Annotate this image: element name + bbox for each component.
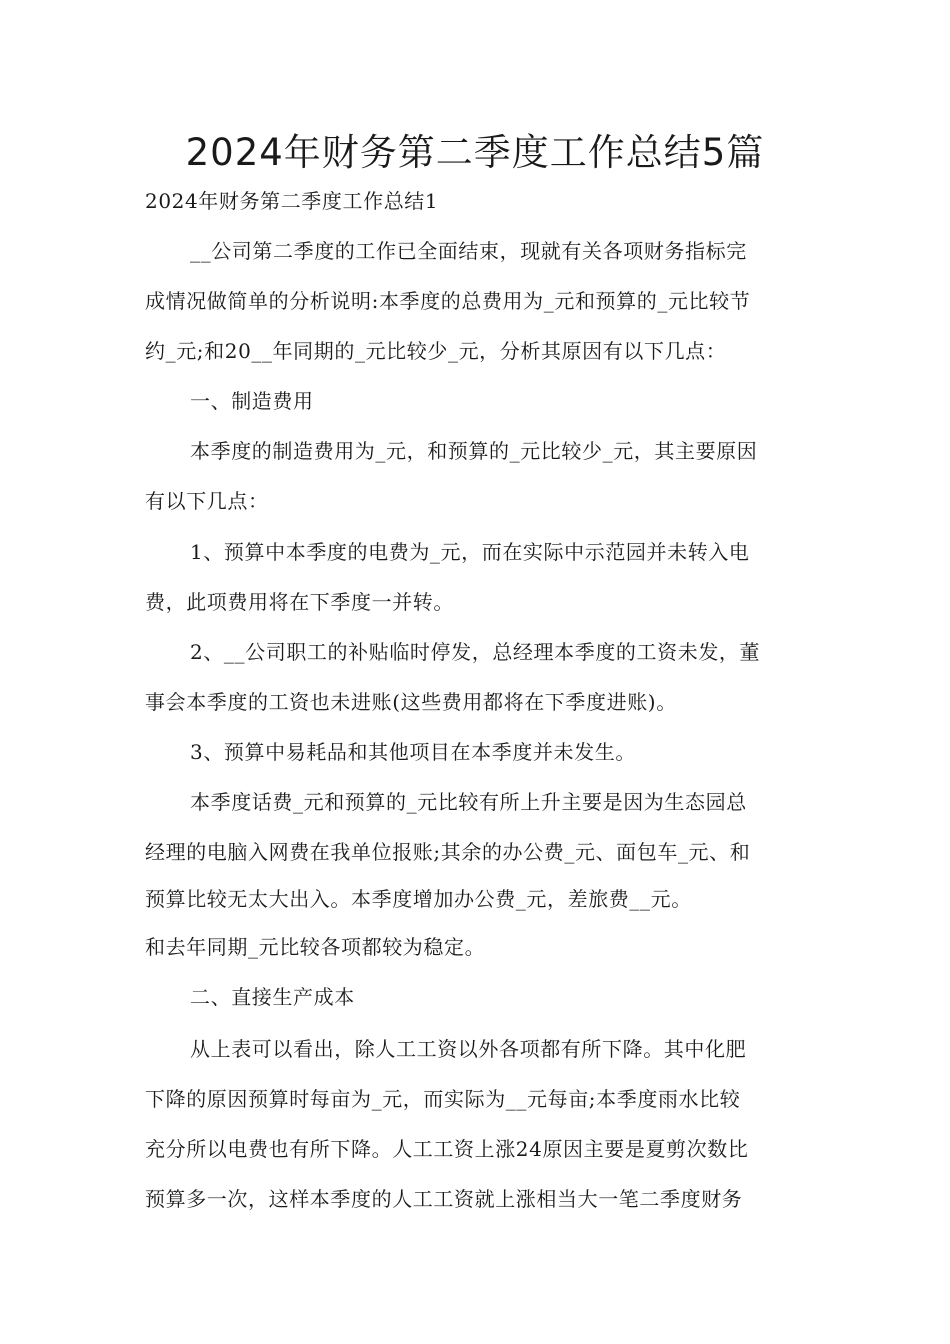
paragraph-line: 费，此项费用将在下季度一并转。: [145, 590, 454, 614]
paragraph-line: 经理的电脑入网费在我单位报账;其余的办公费_元、面包车_元、和: [145, 840, 751, 864]
paragraph-line: 和去年同期_元比较各项都较为稳定。: [145, 935, 486, 959]
document-title: 2024年财务第二季度工作总结5篇: [185, 131, 765, 174]
paragraph-line: 1、预算中本季度的电费为_元，而在实际中示范园并未转入电: [190, 540, 750, 564]
subsection-heading: 二、直接生产成本: [190, 985, 355, 1009]
paragraph-line: 3、预算中易耗品和其他项目在本季度并未发生。: [190, 740, 636, 764]
paragraph-line: 本季度话费_元和预算的_元比较有所上升主要是因为生态园总: [190, 790, 747, 814]
paragraph-line: 下降的原因预算时每亩为_元，而实际为__元每亩;本季度雨水比较: [145, 1087, 741, 1111]
paragraph-line: 成情况做简单的分析说明:本季度的总费用为_元和预算的_元比较节: [145, 289, 751, 313]
section-heading: 2024年财务第二季度工作总结1: [145, 189, 439, 213]
subsection-heading: 一、制造费用: [190, 389, 314, 413]
paragraph-line: 本季度的制造费用为_元，和预算的_元比较少_元，其主要原因: [190, 439, 758, 463]
paragraph-line: 预算比较无太大出入。本季度增加办公费_元，差旅费__元。: [145, 887, 692, 911]
paragraph-line: 有以下几点：: [145, 489, 269, 513]
paragraph-line: 充分所以电费也有所下降。人工工资上涨24原因主要是夏剪次数比: [145, 1137, 749, 1161]
paragraph-line: 2、__公司职工的补贴临时停发，总经理本季度的工资未发，董: [190, 640, 761, 664]
paragraph-line: 事会本季度的工资也未进账(这些费用都将在下季度进账)。: [145, 690, 677, 714]
paragraph-line: __公司第二季度的工作已全面结束，现就有关各项财务指标完: [190, 239, 747, 263]
paragraph-line: 预算多一次，这样本季度的人工工资就上涨相当大一笔二季度财务: [145, 1187, 743, 1211]
paragraph-line: 从上表可以看出，除人工工资以外各项都有所下降。其中化肥: [190, 1037, 747, 1061]
paragraph-line: 约_元;和20__年同期的_元比较少_元，分析其原因有以下几点：: [145, 339, 727, 363]
